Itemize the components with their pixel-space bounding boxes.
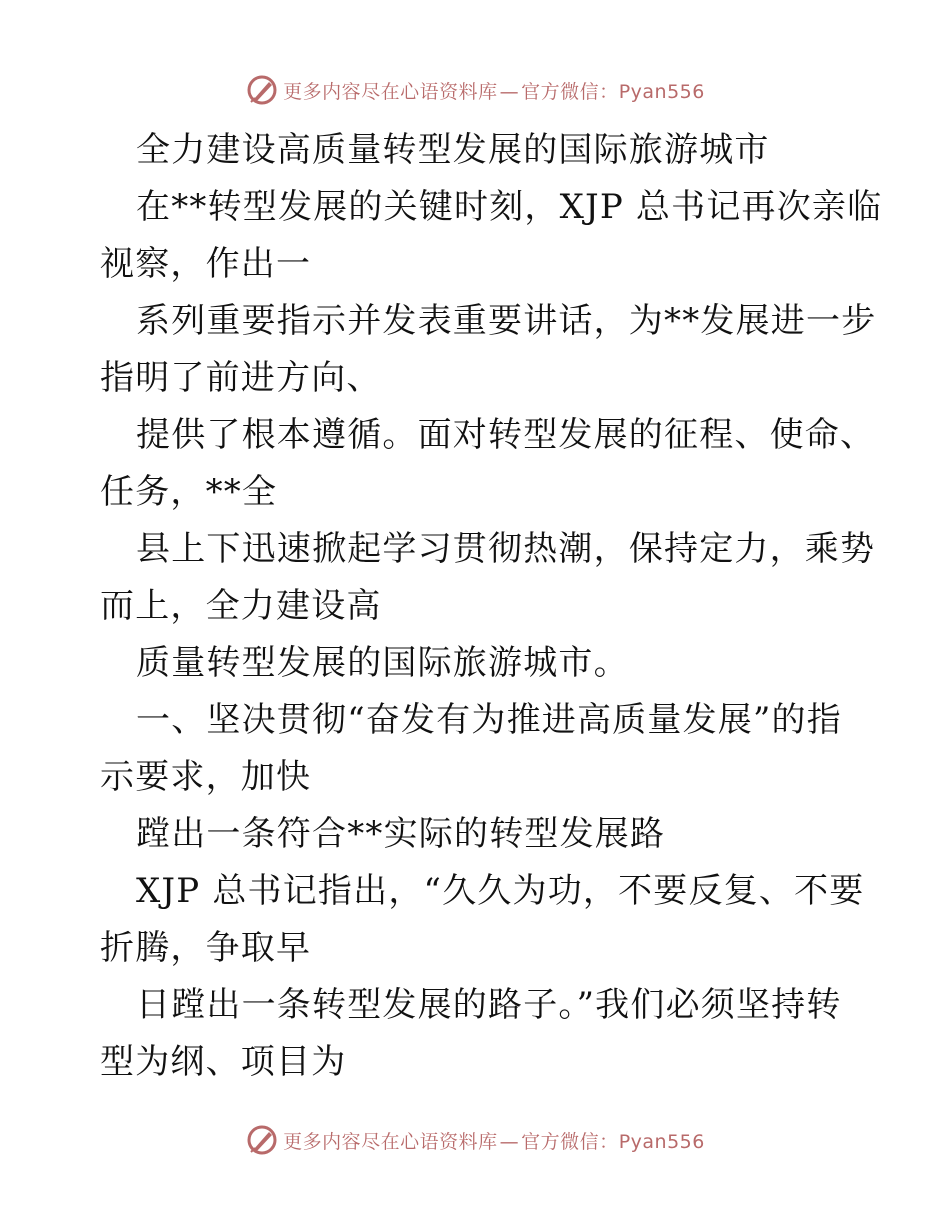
paragraph-line: 在**转型发展的关键时刻，XJP 总书记再次亲临 [136,187,883,227]
quill-seal-icon [245,1123,279,1157]
paragraph-line: 指明了前进方向、 [100,358,382,398]
paragraph-line: 而上，全力建设高 [100,586,382,626]
paragraph-line: 型为纲、项目为 [100,1042,347,1082]
watermark-text [283,77,705,104]
watermark-title: 更多内容尽在心语资料库 [283,1130,498,1153]
quill-seal-icon [245,73,279,107]
document-title: 全力建设高质量转型发展的国际旅游城市 [136,130,770,170]
paragraph-line: 提供了根本遵循。面对转型发展的征程、使命、 [136,415,876,455]
document-body [100,122,883,1091]
watermark-title: 更多内容尽在心语资料库 [283,80,498,103]
watermark-wechat-id: Pyan556 [618,1130,705,1153]
paragraph-line: 视察，作出一 [100,244,312,284]
watermark-wechat-id: Pyan556 [618,80,705,103]
header-watermark [0,70,950,110]
watermark-dash: — [499,1130,520,1153]
watermark-text [283,1127,705,1154]
watermark-dash: — [499,80,520,103]
watermark-wechat-label: 官方微信： [521,1130,619,1153]
paragraph-line: 任务，**全 [100,472,278,512]
paragraph-line: 质量转型发展的国际旅游城市。 [136,643,629,683]
paragraph-line: XJP 总书记指出，“久久为功，不要反复、不要 [136,871,865,911]
paragraph-line: 日蹚出一条转型发展的路子。”我们必须坚持转 [136,985,842,1025]
paragraph-line: 县上下迅速掀起学习贯彻热潮，保持定力，乘势 [136,529,876,569]
section-heading-line: 示要求，加快 [100,757,312,797]
section-heading-line: 蹚出一条符合**实际的转型发展路 [136,814,666,854]
watermark-wechat-label: 官方微信： [521,80,619,103]
paragraph-line: 系列重要指示并发表重要讲话，为**发展进一步 [136,301,877,341]
section-heading-line: 一、坚决贯彻“奋发有为推进高质量发展”的指 [136,700,842,740]
paragraph-line: 折腾，争取早 [100,928,312,968]
footer-watermark [0,1120,950,1160]
